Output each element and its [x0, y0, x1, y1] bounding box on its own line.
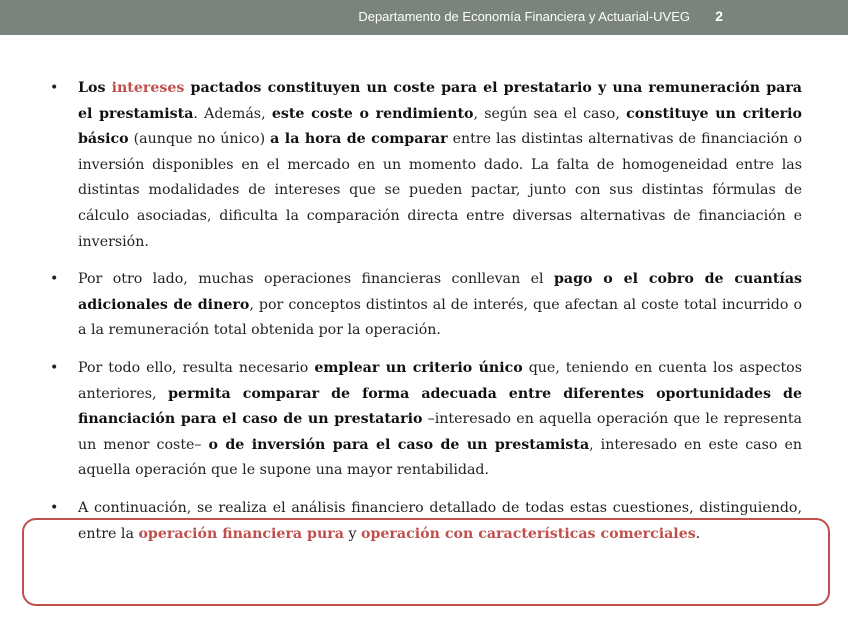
text-segment: que, teniendo en cuenta los aspectos anteriores, [78, 359, 802, 402]
text-segment: , interesado en este caso en aquella operación que le supone una mayor rentabilidad. [78, 436, 802, 479]
bullet-analisis-financiero [50, 496, 802, 547]
text-segment: emplear un criterio único [314, 359, 523, 376]
header-title: Departamento de Economía Financiera y Actuarial-UVEG [358, 9, 690, 24]
header-bar [0, 0, 848, 35]
text-segment: (aunque no único) [128, 131, 271, 148]
bullet-criterio-unico [50, 356, 802, 484]
text-segment: o de inversión para el caso de un prestamista [208, 436, 590, 453]
text-segment: , según sea el caso, [473, 105, 627, 122]
text-segment: pago o el cobro de cuantías adicionales de dinero [78, 271, 802, 313]
text-segment: a la hora de comparar [270, 131, 448, 148]
text-segment: –interesado en aquella operación que le representa un menor coste– [78, 411, 802, 453]
text-segment: . Además, [193, 105, 272, 122]
text-segment: Por otro lado, muchas operaciones financieras conllevan el [78, 271, 554, 288]
bullet-intereses [50, 76, 802, 255]
bullet-cuantias-adicionales [50, 267, 802, 344]
text-segment: y [343, 525, 362, 542]
text-segment: constituye un criterio básico [78, 105, 802, 148]
highlight-intereses: intereses [111, 80, 185, 96]
text-segment: pactados constituyen un coste para el prestatario y una remuneración para el prestamista [78, 80, 802, 122]
text-segment: Los [78, 80, 112, 96]
text-segment: , por conceptos distintos al de interés, que afectan al coste total incurrido o a la remuneración total obtenida por la operación. [78, 296, 802, 339]
highlight-operacion-pura: operación financiera pura [138, 525, 344, 542]
text-segment: A continuación, se realiza el análisis financiero detallado de todas estas cuestiones, distinguiendo, entre la [78, 499, 802, 542]
slide-content [50, 76, 802, 559]
text-segment: este coste o rendimiento [271, 105, 474, 122]
text-segment: entre las distintas alternativas de financiación o inversión disponibles en el mercado en un momento dado. La falta de homogeneidad entre las distintas modalidades de intereses que se pueden pactar, junto con sus distintas fórmulas de cálculo asociadas, dificulta la comparación directa entre diversas alternativas de financiación e inversión. [78, 131, 802, 250]
page-number: 2 [715, 8, 723, 24]
text-segment: . [695, 525, 701, 542]
text-segment: permita comparar de forma adecuada entre diferentes oportunidades de financiación para el caso de un prestatario [78, 385, 802, 428]
highlight-operacion-comercial: operación con características comerciales [361, 525, 696, 542]
text-segment: Por todo ello, resulta necesario [78, 359, 315, 376]
